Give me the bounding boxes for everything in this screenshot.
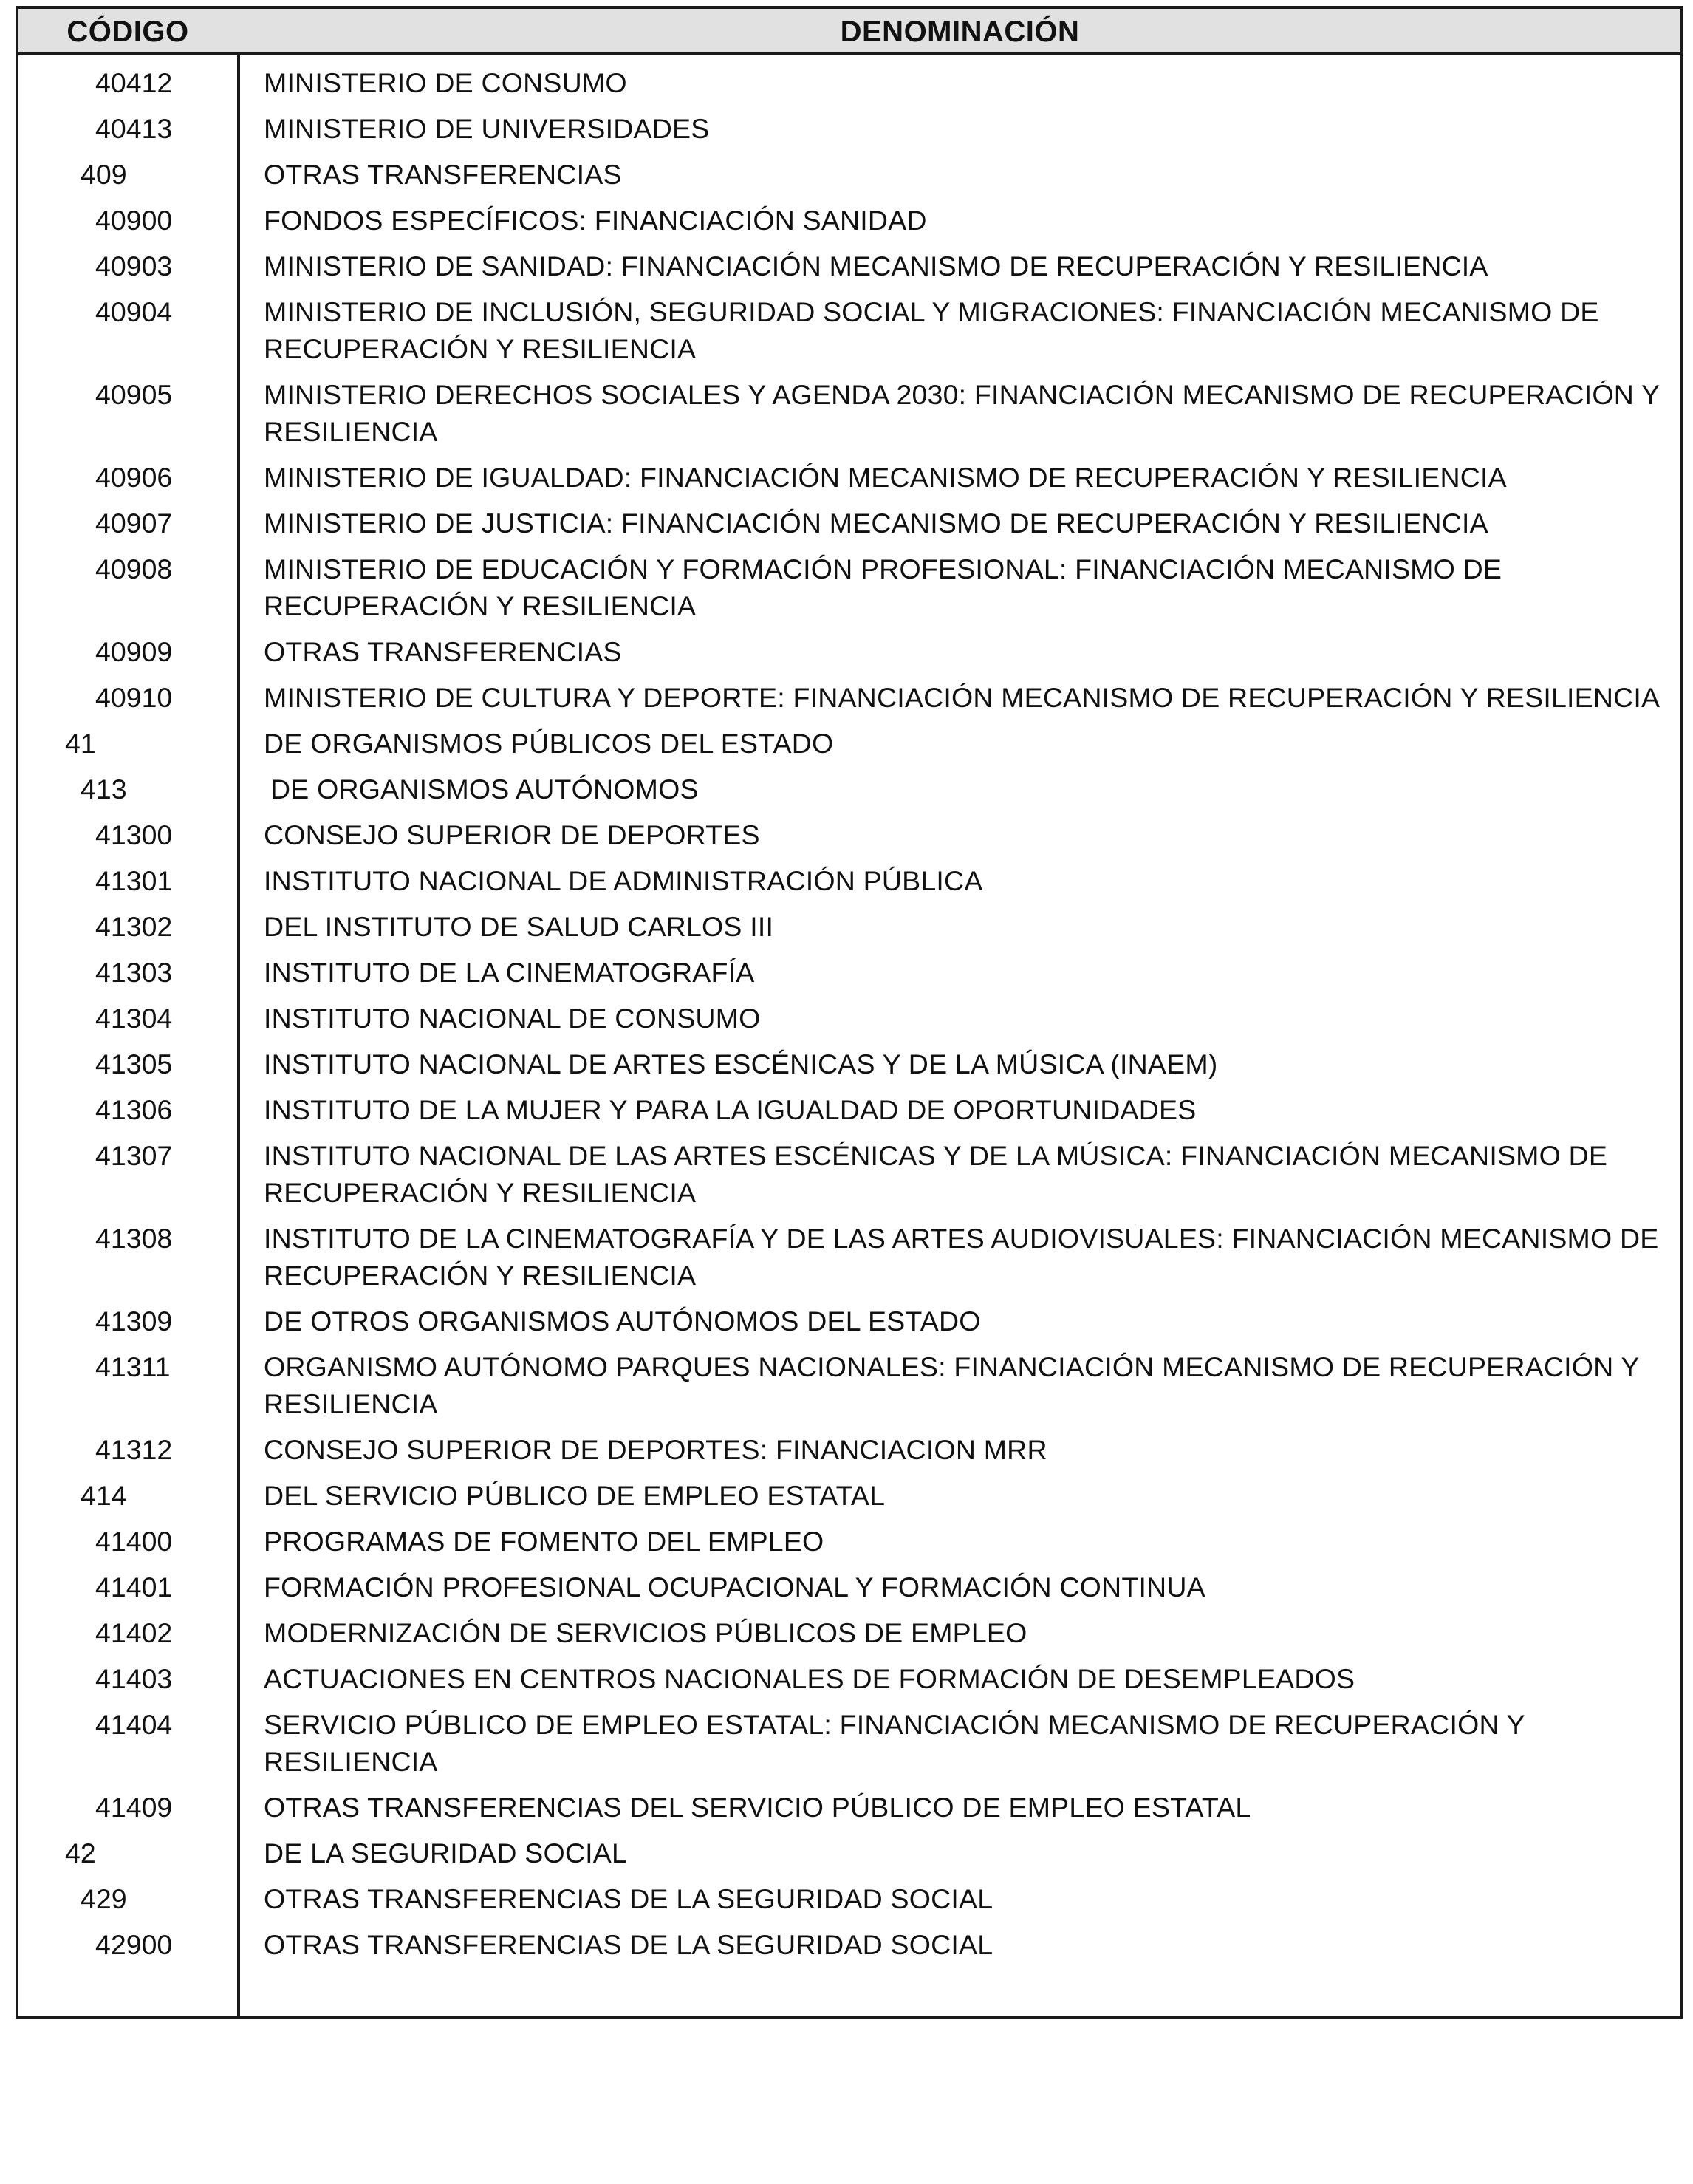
table-row [18,1294,1680,1340]
row-denomination: INSTITUTO NACIONAL DE ARTES ESCÉNICAS Y DE LA MÚSICA (INAEM) [264,1048,1218,1079]
row-denomination: OTRAS TRANSFERENCIAS DE LA SEGURIDAD SOCIAL [264,1929,993,1960]
row-code: 40903 [95,250,173,281]
row-denomination: SERVICIO PÚBLICO DE EMPLEO ESTATAL: FINANCIACIÓN MECANISMO DE RECUPERACIÓN Y RESILIENCIA [264,1709,1525,1777]
table-header [18,9,1680,55]
row-code: 40904 [95,296,173,327]
table-row [18,1780,1680,1826]
table-row [18,1514,1680,1560]
table-row [18,193,1680,239]
row-denomination: DE LA SEGURIDAD SOCIAL [264,1837,628,1869]
row-code: 409 [81,159,127,190]
row-denomination: MINISTERIO DE INCLUSIÓN, SEGURIDAD SOCIAL Y MIGRACIONES: FINANCIACIÓN MECANISMO DE RECUPERACIÓN Y RESILIENCIA [264,296,1599,364]
row-denomination: OTRAS TRANSFERENCIAS [264,159,622,190]
table-body [18,55,1680,1963]
row-denomination: OTRAS TRANSFERENCIAS DE LA SEGURIDAD SOCIAL [264,1883,993,1914]
table-row [18,808,1680,853]
row-code: 40907 [95,508,173,539]
table-row [18,1917,1680,1963]
row-denomination: INSTITUTO DE LA CINEMATOGRAFÍA [264,957,755,988]
table-row [18,1211,1680,1294]
table-row [18,1037,1680,1082]
row-denomination: INSTITUTO DE LA CINEMATOGRAFÍA Y DE LAS ARTES AUDIOVISUALES: FINANCIACIÓN MECANISMO DE RECUPERACIÓN Y RESILIENCIA [264,1223,1659,1291]
row-denomination: DE OTROS ORGANISMOS AUTÓNOMOS DEL ESTADO [264,1306,981,1337]
row-denomination: FONDOS ESPECÍFICOS: FINANCIACIÓN SANIDAD [264,205,927,236]
row-code: 41300 [95,819,173,850]
table-row [18,1697,1680,1780]
row-denomination: MINISTERIO DE UNIVERSIDADES [264,113,710,144]
row-denomination: ORGANISMO AUTÓNOMO PARQUES NACIONALES: FINANCIACIÓN MECANISMO DE RECUPERACIÓN Y RESILIENCIA [264,1351,1639,1419]
table-row [18,496,1680,542]
row-code: 41304 [95,1003,173,1034]
table-row [18,1468,1680,1514]
table-row [18,853,1680,899]
row-denomination: MINISTERIO DE JUSTICIA: FINANCIACIÓN MECANISMO DE RECUPERACIÓN Y RESILIENCIA [264,508,1488,539]
row-code: 41404 [95,1709,173,1740]
row-code: 41312 [95,1434,173,1465]
row-denomination: DEL INSTITUTO DE SALUD CARLOS III [264,911,774,942]
row-code: 41400 [95,1526,173,1557]
row-code: 41311 [95,1351,171,1382]
row-code: 41308 [95,1223,173,1254]
row-denomination: DE ORGANISMOS PÚBLICOS DEL ESTADO [264,728,834,759]
table-row [18,945,1680,991]
table-row [18,450,1680,496]
row-code: 41409 [95,1792,173,1823]
classification-table [16,6,1683,2019]
row-code: 41306 [95,1094,173,1125]
table-row [18,101,1680,147]
table-row [18,55,1680,101]
table-row [18,762,1680,808]
row-denomination: CONSEJO SUPERIOR DE DEPORTES [264,819,760,850]
row-denomination: DEL SERVICIO PÚBLICO DE EMPLEO ESTATAL [264,1480,886,1511]
table-row [18,367,1680,450]
row-code: 40910 [95,682,173,713]
row-code: 41302 [95,911,173,942]
row-code: 414 [81,1480,127,1511]
row-denomination: MINISTERIO DE CULTURA Y DEPORTE: FINANCIACIÓN MECANISMO DE RECUPERACIÓN Y RESILIENCIA [264,682,1660,713]
row-denomination: DE ORGANISMOS AUTÓNOMOS [270,774,699,805]
header-code: CÓDIGO [66,16,189,48]
row-code: 42900 [95,1929,173,1960]
row-denomination: MINISTERIO DE IGUALDAD: FINANCIACIÓN MECANISMO DE RECUPERACIÓN Y RESILIENCIA [264,462,1507,493]
table-row [18,147,1680,193]
row-denomination: MINISTERIO DERECHOS SOCIALES Y AGENDA 2030: FINANCIACIÓN MECANISMO DE RECUPERACIÓN Y RESILIENCIA [264,379,1660,447]
row-code: 41301 [95,865,173,896]
row-denomination: PROGRAMAS DE FOMENTO DEL EMPLEO [264,1526,824,1557]
row-code: 40906 [95,462,173,493]
table-row [18,1128,1680,1211]
row-denomination: OTRAS TRANSFERENCIAS [264,636,622,667]
table-row [18,1605,1680,1651]
table-row [18,284,1680,367]
row-denomination: ACTUACIONES EN CENTROS NACIONALES DE FORMACIÓN DE DESEMPLEADOS [264,1663,1355,1694]
table-row [18,670,1680,716]
row-code: 40900 [95,205,173,236]
row-code: 41307 [95,1140,173,1171]
row-code: 40909 [95,636,173,667]
table-row [18,542,1680,624]
row-code: 413 [81,774,127,805]
row-code: 41303 [95,957,173,988]
table-row [18,991,1680,1037]
row-denomination: FORMACIÓN PROFESIONAL OCUPACIONAL Y FORMACIÓN CONTINUA [264,1572,1205,1603]
table-row [18,1826,1680,1871]
table-row [18,1340,1680,1422]
row-denomination: OTRAS TRANSFERENCIAS DEL SERVICIO PÚBLICO DE EMPLEO ESTATAL [264,1792,1251,1823]
row-code: 40908 [95,553,173,584]
table-row [18,1560,1680,1605]
table-row [18,716,1680,762]
row-denomination: MINISTERIO DE CONSUMO [264,67,627,98]
row-denomination: MINISTERIO DE EDUCACIÓN Y FORMACIÓN PROFESIONAL: FINANCIACIÓN MECANISMO DE RECUPERACIÓN Y RESILIENCIA [264,553,1502,621]
row-code: 42 [65,1837,96,1869]
row-code: 429 [81,1883,127,1914]
table-row [18,1082,1680,1128]
row-denomination: INSTITUTO NACIONAL DE ADMINISTRACIÓN PÚBLICA [264,865,983,896]
row-denomination: CONSEJO SUPERIOR DE DEPORTES: FINANCIACION MRR [264,1434,1047,1465]
row-denomination: INSTITUTO DE LA MUJER Y PARA LA IGUALDAD DE OPORTUNIDADES [264,1094,1197,1125]
row-code: 41402 [95,1617,173,1648]
row-code: 41309 [95,1306,173,1337]
row-denomination: INSTITUTO NACIONAL DE LAS ARTES ESCÉNICAS Y DE LA MÚSICA: FINANCIACIÓN MECANISMO DE RECUPERACIÓN Y RESILIENCIA [264,1140,1608,1208]
row-denomination: MODERNIZACIÓN DE SERVICIOS PÚBLICOS DE EMPLEO [264,1617,1027,1648]
row-code: 41403 [95,1663,173,1694]
row-denomination: MINISTERIO DE SANIDAD: FINANCIACIÓN MECANISMO DE RECUPERACIÓN Y RESILIENCIA [264,250,1488,281]
row-denomination: INSTITUTO NACIONAL DE CONSUMO [264,1003,761,1034]
table-row [18,624,1680,670]
row-code: 40413 [95,113,173,144]
row-code: 40412 [95,67,173,98]
row-code: 41401 [95,1572,173,1603]
table-row [18,1871,1680,1917]
table-row [18,1422,1680,1468]
row-code: 41305 [95,1048,173,1079]
row-code: 41 [65,728,96,759]
row-code: 40905 [95,379,173,410]
header-denomination: DENOMINACIÓN [840,16,1080,48]
table-row [18,239,1680,284]
table-row [18,1651,1680,1697]
table-row [18,899,1680,945]
